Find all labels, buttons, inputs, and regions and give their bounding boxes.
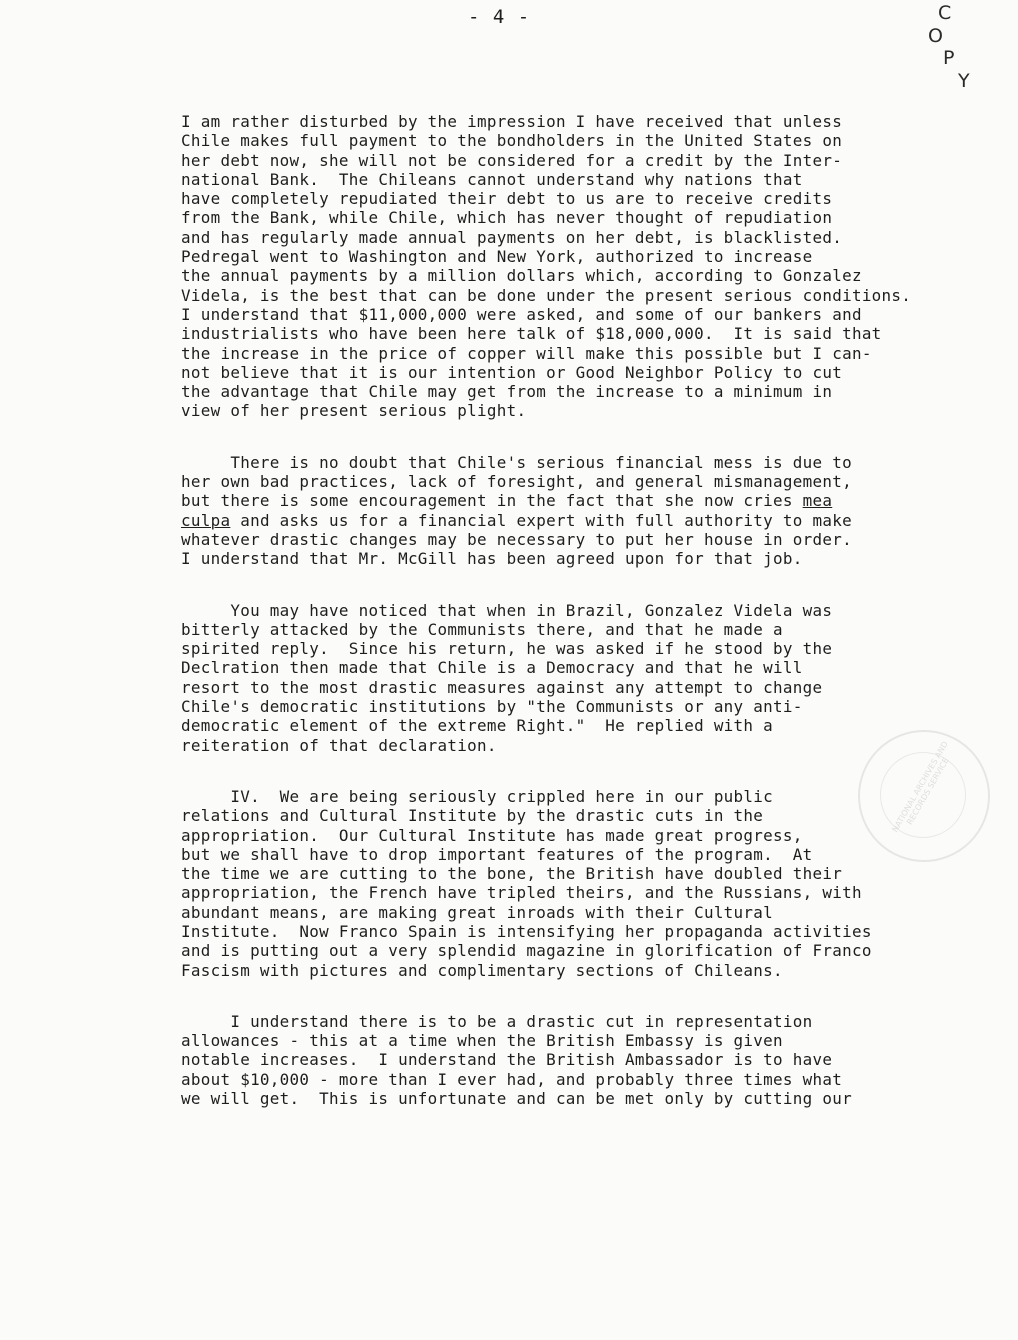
text-line: and is putting out a very splendid magazine in glorification of Franco (181, 941, 872, 961)
text-line: I understand that $11,000,000 were asked, and some of our bankers and (181, 304, 862, 324)
text-line: but there is some encouragement in the fact that she now cries mea (181, 491, 833, 511)
text-line: I am rather disturbed by the impression I have received that unless (181, 112, 843, 131)
text-line: Chile makes full payment to the bondholders in the United States on (181, 131, 843, 151)
copy-stamp-letter: O (928, 25, 943, 47)
text-line: Pedregal went to Washington and New York, authorized to increase (181, 247, 813, 267)
text-line: her own bad practices, lack of foresight, and general mismanagement, (181, 472, 852, 492)
underlined-phrase: mea (802, 491, 833, 511)
text-line: we will get. This is unfortunate and can be met only by cutting our (181, 1089, 852, 1109)
text-line: about $10,000 - more than I ever had, and probably three times what (181, 1069, 843, 1089)
text-line: spirited reply. Since his return, he was asked if he stood by the (181, 639, 833, 659)
text-line: Chile's democratic institutions by "the Communists or any anti- (181, 697, 803, 717)
text-line: from the Bank, while Chile, which has never thought of repudiation (181, 208, 833, 228)
text-line: the time we are cutting to the bone, the British have doubled their (181, 864, 843, 884)
text-line: Declration then made that Chile is a Democracy and that he will (181, 658, 803, 678)
text-line: and has regularly made annual payments on her debt, is blacklisted. (181, 227, 843, 247)
text-line: notable increases. I understand the British Ambassador is to have (181, 1050, 833, 1070)
copy-stamp-letter: C (938, 2, 952, 24)
text-line: view of her present serious plight. (181, 401, 527, 421)
text-line: Fascism with pictures and complimentary sections of Chileans. (181, 960, 783, 980)
paragraph (181, 453, 996, 569)
text-line: whatever drastic changes may be necessary to put her house in order. (181, 529, 852, 549)
text-line: appropriation. Our Cultural Institute has made great progress, (181, 825, 803, 845)
text-line: relations and Cultural Institute by the drastic cuts in the (181, 806, 764, 826)
text-line: national Bank. The Chileans cannot understand why nations that (181, 169, 803, 189)
seal-text: NATIONAL ARCHIVES AND RECORDS SERVICE (890, 739, 951, 834)
text-line: her debt now, she will not be considered for a credit by the Inter- (181, 150, 843, 170)
underlined-phrase: culpa (181, 510, 231, 530)
text-line: I understand there is to be a drastic cut in representation (181, 1011, 813, 1031)
text-line: not believe that it is our intention or Good Neighbor Policy to cut (181, 362, 843, 382)
paragraph (181, 601, 996, 755)
text-line: abundant means, are making great inroads with their Cultural (181, 902, 774, 922)
text-line: allowances - this at a time when the British Embassy is given (181, 1031, 783, 1051)
text-line: resort to the most drastic measures against any attempt to change (181, 677, 823, 697)
text-line: have completely repudiated their debt to us are to receive credits (181, 189, 833, 209)
text-line: the annual payments by a million dollars which, according to Gonzalez (181, 266, 862, 286)
text-line: the advantage that Chile may get from the increase to a minimum in (181, 382, 833, 402)
text-line: IV. We are being seriously crippled here in our public (181, 786, 774, 806)
paragraph (181, 112, 996, 421)
paragraph (181, 1012, 996, 1108)
text-line: There is no doubt that Chile's serious financial mess is due to (181, 452, 852, 472)
text-line: Institute. Now Franco Spain is intensifying her propaganda activities (181, 921, 872, 941)
text-line: industrialists who have been here talk of $18,000,000. It is said that (181, 324, 882, 344)
copy-stamp-letter: Y (958, 70, 970, 92)
text-line: but we shall have to drop important features of the program. At (181, 844, 813, 864)
text-line: the increase in the price of copper will make this possible but I can- (181, 343, 872, 363)
text-line: bitterly attacked by the Communists there, and that he made a (181, 619, 783, 639)
text-line: I understand that Mr. McGill has been agreed upon for that job. (181, 549, 803, 569)
paragraph (181, 787, 996, 980)
text-line: democratic element of the extreme Right." He replied with a (181, 716, 774, 736)
text-line: reiteration of that declaration. (181, 735, 497, 755)
letter-body (181, 112, 996, 1140)
copy-stamp-letter: P (943, 47, 955, 69)
text-line: Videla, is the best that can be done under the present serious conditions. (181, 285, 912, 305)
text-line: You may have noticed that when in Brazil, Gonzalez Videla was (181, 600, 833, 620)
text-line: culpa and asks us for a financial expert with full authority to make (181, 510, 852, 530)
text-line: appropriation, the French have tripled theirs, and the Russians, with (181, 883, 862, 903)
page-number: - 4 - (468, 6, 531, 28)
